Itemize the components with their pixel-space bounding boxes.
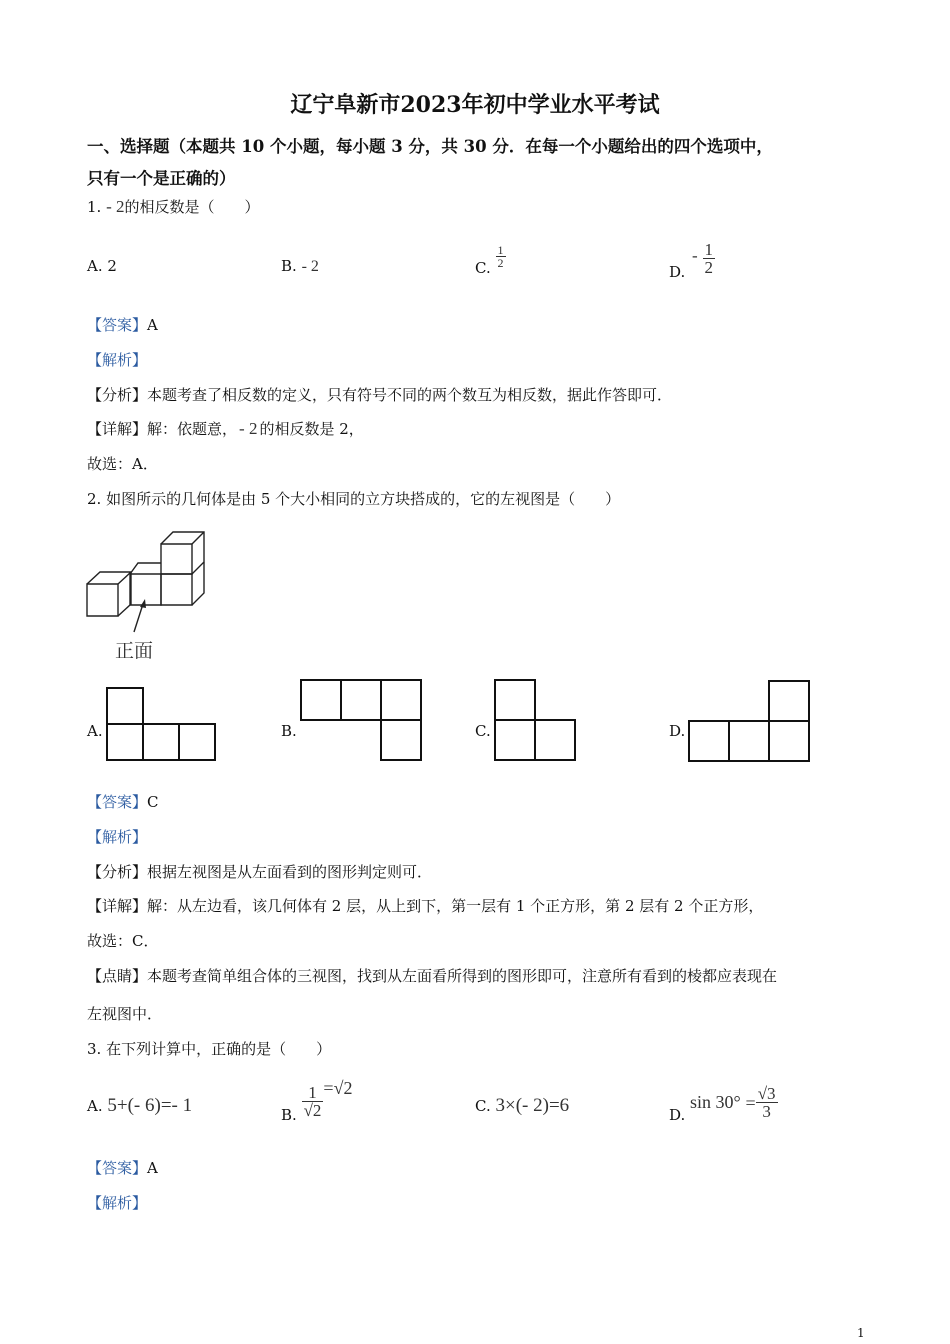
q1-fenxi [87, 385, 672, 405]
square [341, 680, 381, 720]
q2-option-a-label: A. [87, 722, 103, 740]
denominator: √2 [303, 1101, 322, 1120]
square [689, 721, 729, 761]
detail-text: 解：依题意， [147, 420, 238, 438]
q1-detail [87, 419, 364, 439]
cube-edge [118, 605, 130, 616]
numerator: 1 [497, 243, 504, 257]
q2-choose: 故选：C． [87, 932, 159, 950]
numerator: 1 [308, 1083, 317, 1102]
square [381, 720, 421, 760]
denominator: 3 [756, 1102, 778, 1120]
q2-comment [87, 966, 777, 986]
q2-option-c-figure [493, 678, 579, 762]
q1-analysis-tag: 【解析】 [87, 351, 148, 369]
q2-option-c-label: C. [475, 722, 491, 740]
square [729, 721, 769, 761]
option-label: A. [87, 257, 103, 275]
option-value: 2 [107, 257, 117, 275]
q3-analysis-tag: 【解析】 [87, 1194, 148, 1212]
option-label: D. [669, 1105, 686, 1124]
square [495, 680, 535, 720]
q1-option-b [281, 256, 319, 277]
cube-face [161, 574, 192, 605]
square [107, 688, 143, 724]
option-rhs: =√2 [323, 1077, 353, 1098]
answer-value: A [147, 1159, 158, 1177]
option-label: C. [475, 1097, 491, 1115]
q2-detail [87, 896, 763, 916]
cube-face [161, 544, 192, 574]
detail-tag: 【详解】 [87, 420, 148, 438]
square [301, 680, 341, 720]
fenxi-tag: 【分析】 [87, 386, 148, 404]
q1-stem [87, 197, 260, 217]
q1-stem-text: 的相反数是（ ） [124, 198, 260, 216]
fenxi-tag: 【分析】 [87, 863, 148, 881]
square [107, 724, 143, 760]
arrow-head [140, 599, 146, 608]
q3-option-d [669, 1073, 778, 1124]
fraction-half [496, 244, 506, 269]
square [179, 724, 215, 760]
square [769, 721, 809, 761]
detail-text: 解：从左边看，该几何体有 2 层，从上到下，第一层有 1 个正方形，第 2 层有 2 个正方形， [147, 897, 764, 915]
q2-option-d-figure [688, 679, 812, 763]
front-label: 正面 [115, 640, 154, 662]
q3-stem: 3. 在下列计算中，正确的是（ ） [87, 1040, 332, 1058]
square [495, 720, 535, 760]
section-heading [87, 131, 872, 195]
arrow-line [134, 604, 143, 632]
denominator: 2 [497, 256, 504, 270]
comment-tag: 【点睛】 [87, 967, 148, 985]
q2-answer [87, 792, 159, 812]
numerator: 1 [704, 240, 713, 259]
minus-sign: - [692, 245, 698, 265]
option-label: A. [87, 1097, 103, 1115]
fraction-one-over-root2 [302, 1084, 324, 1119]
q1-expr: - 2 [106, 197, 125, 216]
cube-edge [192, 532, 204, 544]
page-title: 辽宁阜新市2023年初中学业水平考试 [290, 92, 660, 118]
numerator: √3 [757, 1084, 776, 1103]
square [381, 680, 421, 720]
q3-option-b [281, 1076, 353, 1124]
q2-option-b-label: B. [281, 722, 297, 740]
q2-option-a-figure [104, 686, 218, 762]
q3-option-c [475, 1096, 569, 1116]
q1-choose: 故选：A． [87, 455, 158, 473]
q3-answer [87, 1158, 158, 1178]
q2-analysis-tag: 【解析】 [87, 828, 148, 846]
option-lhs: sin 30° [690, 1091, 741, 1112]
q2-comment-line2: 左视图中． [87, 1005, 163, 1023]
detail-tag: 【详解】 [87, 897, 148, 915]
option-expr: 5+(- 6)=- 1 [107, 1095, 193, 1116]
comment-text: 本题考查简单组合体的三视图，找到从左面看所得到的图形即可，注意所有看到的棱都应表现在 [147, 967, 778, 985]
fraction-half [703, 241, 716, 276]
answer-value: A [147, 316, 158, 334]
option-value: - 2 [301, 258, 319, 275]
q1-answer [87, 315, 158, 335]
equals-sign: = [745, 1092, 756, 1113]
option-label: B. [281, 257, 297, 275]
answer-tag: 【答案】 [87, 1159, 148, 1177]
q2-option-b-figure [299, 678, 425, 762]
square [769, 681, 809, 721]
square [535, 720, 575, 760]
option-label: C. [475, 258, 491, 277]
q1-option-d [669, 229, 715, 281]
cube-face [87, 584, 118, 616]
option-label: B. [281, 1105, 297, 1124]
section-heading-line2: 只有一个是正确的） [87, 169, 236, 188]
detail-expr: - 2 [239, 419, 258, 438]
fenxi-text: 本题考查了相反数的定义，只有符号不同的两个数互为相反数，据此作答即可． [147, 386, 673, 404]
square [143, 724, 179, 760]
q2-fenxi [87, 862, 432, 882]
q2-option-d-label: D. [669, 722, 686, 740]
fenxi-text: 根据左视图是从左面看到的图形判定则可． [147, 863, 433, 881]
q1-number: 1. [87, 198, 102, 216]
q3-option-a [87, 1096, 192, 1116]
q2-stem: 2. 如图所示的几何体是由 5 个大小相同的立方块搭成的，它的左视图是（ ） [87, 490, 621, 508]
answer-value: C [147, 793, 159, 811]
option-label: D. [669, 262, 686, 281]
page-number: 1 [857, 1326, 865, 1340]
cube-face [130, 574, 161, 605]
cube-edge [87, 572, 131, 584]
cube-edge [130, 563, 161, 574]
option-expr: 3×(- 2)=6 [495, 1095, 570, 1116]
answer-tag: 【答案】 [87, 316, 148, 334]
q1-option-a [87, 256, 117, 276]
answer-tag: 【答案】 [87, 793, 148, 811]
q1-option-c [475, 243, 506, 277]
fraction-root3-over-3 [756, 1085, 778, 1120]
denominator: 2 [704, 258, 713, 277]
detail-text: 的相反数是 2， [259, 420, 364, 438]
section-heading-line1: 一、选择题（本题共 10 个小题，每小题 3 分，共 30 分．在每一个小题给出的四个选项中， [87, 137, 773, 156]
